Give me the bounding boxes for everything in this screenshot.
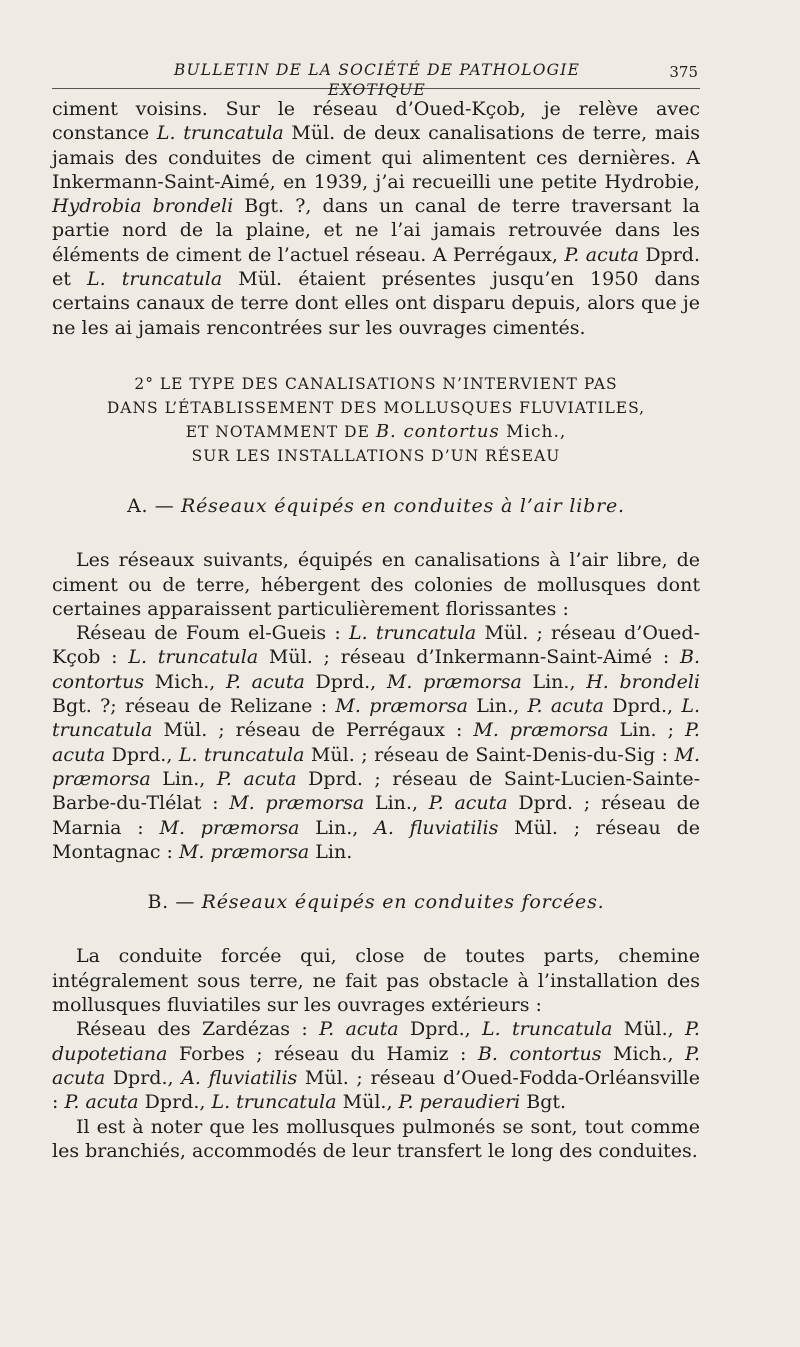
paragraph-a-list: Réseau de Foum el-Gueis : L. truncatula Mül. ; réseau d’Oued-Kçob : L. truncatula Mül. ; réseau d’Inkermann-Saint-Aimé : B. contortus Mich., P. acuta Dprd., M. præmorsa Lin., H. brondeli Bgt. ?; réseau de Relizane : M. præmorsa Lin., P. acuta Dprd., L. truncatula Mül. ; réseau de Perrégaux : M. præmorsa Lin. ; P. acuta Dprd., L. truncatula Mül. ; réseau de Saint-Denis-du-Sig : M. præmorsa Lin., P. acuta Dprd. ; réseau de Saint-Lucien-Sainte-Barbe-du-Tlélat : M. præmorsa Lin., P. acuta Dprd. ; réseau de Marnia : M. præmorsa Lin., A. fluviatilis Mül. ; réseau de Montagnac : M. præmorsa Lin. (52, 622, 700, 863)
journal-title: BULLETIN DE LA SOCIÉTÉ DE PATHOLOGIE EXOTIQUE (173, 61, 581, 99)
section-heading-line-1: 2° LE TYPE DES CANALISATIONS N’INTERVIENT PAS (134, 374, 618, 393)
intro-paragraph: ciment voisins. Sur le réseau d’Oued-Kçob, je relève avec constance L. truncatula Mül. de deux canalisations de terre, mais jamais des conduites de ciment qui alimentent ces dernières. A Inkermann-Saint-Aimé, en 1939, j’ai recueilli une petite Hydrobie, Hydrobia brondeli Bgt. ?, dans un canal de terre traversant la partie nord de la plaine, et ne l’ai jamais retrouvée dans les éléments de ciment de l’actuel réseau. A Perrégaux, P. acuta Dprd. et L. truncatula Mül. étaient présentes jusqu’en 1950 dans certains canaux de terre dont elles ont disparu depuis, alors que je ne les ai jamais rencontrées sur les ouvrages cimentés. (52, 98, 701, 339)
subheading-a: A. — Réseaux équipés en conduites à l’air libre. (127, 494, 625, 517)
section-heading-line-4: SUR LES INSTALLATIONS D’UN RÉSEAU (191, 446, 561, 465)
section-heading (52, 372, 700, 468)
section-heading-line-2: DANS L’ÉTABLISSEMENT DES MOLLUSQUES FLUVIATILES, (106, 398, 646, 417)
paragraph-a-intro: Les réseaux suivants, équipés en canalisations à l’air libre, de ciment ou de terre, hébergent des colonies de mollusques dont certaines apparaissent particulièrement florissantes : (52, 549, 700, 620)
page-body (52, 97, 700, 1163)
paragraph-b-list: Réseau des Zardézas : P. acuta Dprd., L. truncatula Mül., P. dupotetiana Forbes ; réseau du Hamiz : B. contortus Mich., P. acuta Dprd., A. fluviatilis Mül. ; réseau d’Oued-Fodda-Orléansville : P. acuta Dprd., L. truncatula Mül., P. peraudieri Bgt. (52, 1018, 700, 1114)
page-number: 375 (669, 63, 698, 81)
section-heading-line-3: ET NOTAMMENT DE B. contortus Mich., (185, 420, 567, 442)
paragraph-b-conclusion: Il est à noter que les mollusques pulmonés se sont, tout comme les branchiés, accommodés de leur transfert le long des conduites. (52, 1115, 700, 1162)
subheading-b: B. — Réseaux équipés en conduites forcées. (147, 891, 605, 914)
running-header (52, 60, 700, 99)
paragraph-b-intro: La conduite forcée qui, close de toutes parts, chemine intégralement sous terre, ne fait pas obstacle à l’installation des mollusques fluviatiles sur les ouvrages extérieurs : (52, 945, 700, 1017)
